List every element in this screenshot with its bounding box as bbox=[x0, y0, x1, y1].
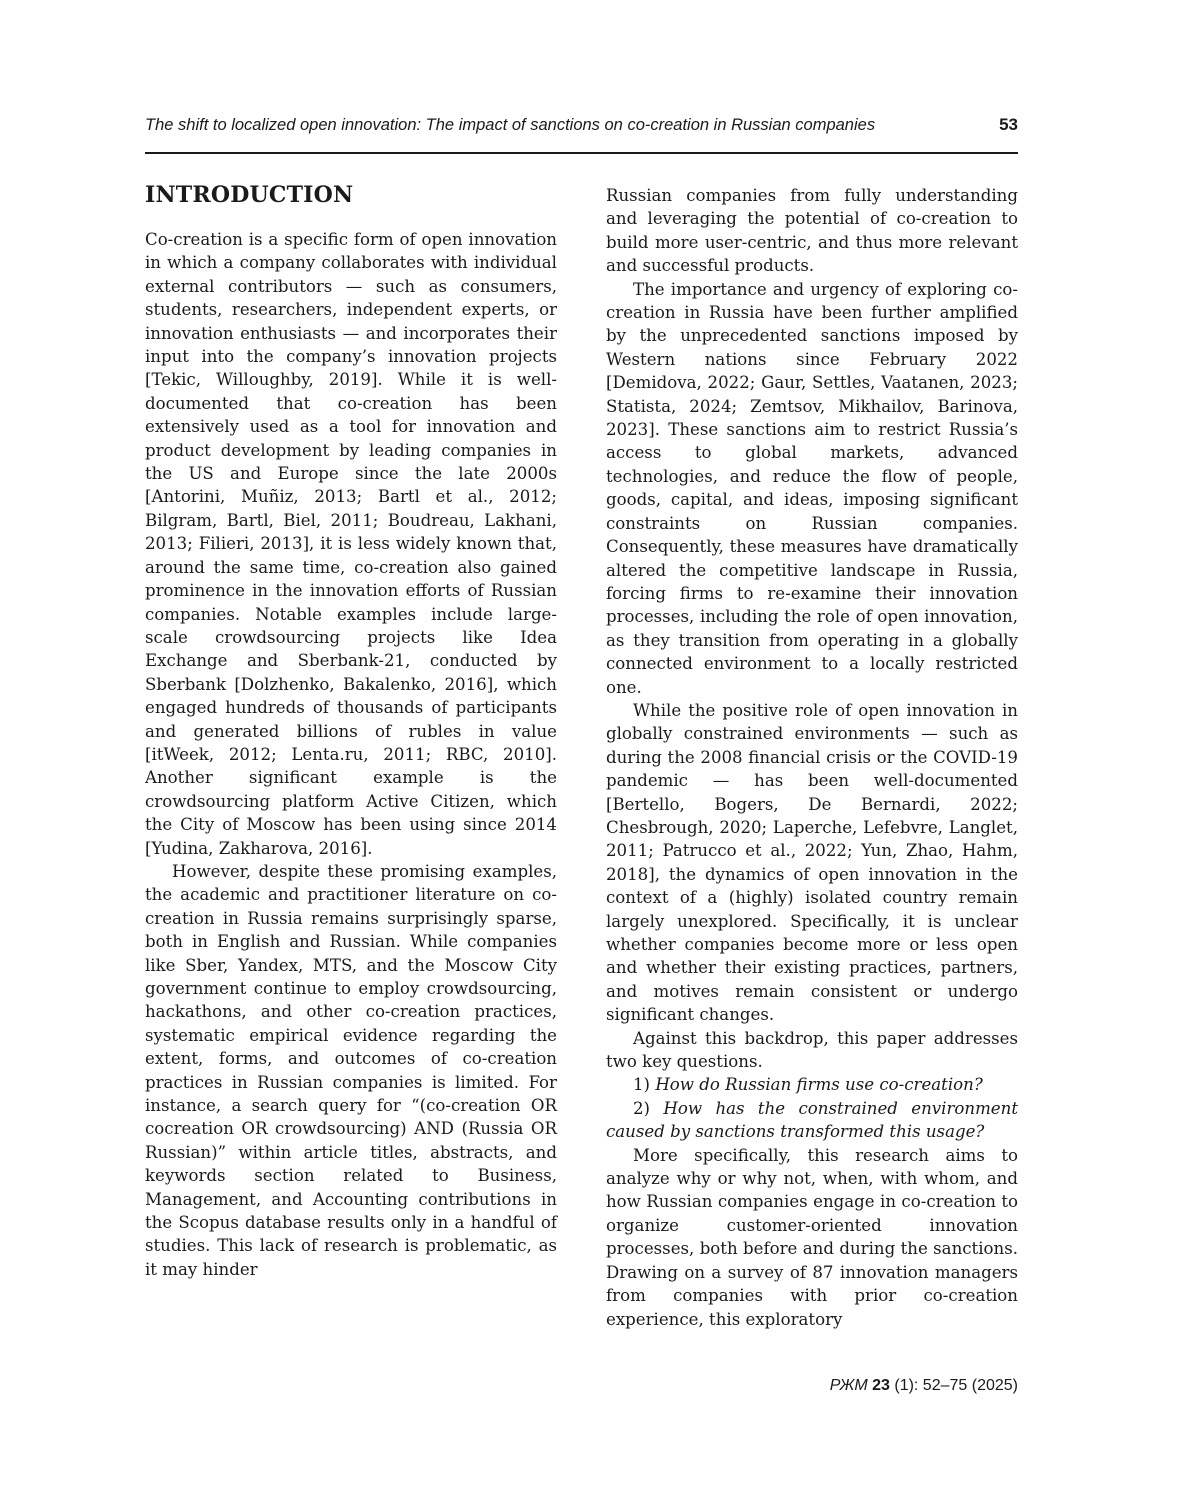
research-question-2 bbox=[606, 1097, 1018, 1144]
paragraph-intro-1: Co-creation is a specific form of open innovation in which a company collaborates with individual external contributors — such as consumers, students, researchers, independent experts, or innovation enthusiasts — and incorporates their input into the company’s innovation projects [Tekic, Willoughby, 2019]. While it is well-documented that co-creation has been extensively used as a tool for innovation and product development by leading companies in the US and Europe since the late 2000s [Antorini, Muñiz, 2013; Bartl et al., 2012; Bilgram, Bartl, Biel, 2011; Boudreau, Lakhani, 2013; Filieri, 2013], it is less widely known that, around the same time, co-creation also gained prominence in the innovation efforts of Russian companies. Notable examples include large-scale crowdsourcing projects like Idea Exchange and Sberbank-21, conducted by Sberbank [Dolzhenko, Bakalenko, 2016], which engaged hundreds of thousands of participants and generated billions of rubles in value [itWeek, 2012; Lenta.ru, 2011; RBC, 2010]. Another significant example is the crowdsourcing platform Active Citizen, which the City of Moscow has been using since 2014 [Yudina, Zakharova, 2016]. bbox=[145, 230, 557, 858]
paragraph-constrained-environments: While the positive role of open innovation in globally constrained environments — such as during the 2008 financial crisis or the COVID-19 pandemic — has been well-documented [Bertello, Bogers, De Bernardi, 2022; Chesbrough, 2020; Laperche, Lefebvre, Langlet, 2011; Patrucco et al., 2022; Yun, Zhao, Hahm, 2018], the dynamics of open innovation in the context of a (highly) isolated country remain largely unexplored. Specifically, it is unclear whether companies become more or less open and whether their existing practices, partners, and motives remain consistent or undergo significant changes. bbox=[606, 700, 1018, 1025]
section-heading: INTRODUCTION bbox=[145, 182, 354, 208]
running-title: The shift to localized open innovation: The impact of sanctions on co-creation in Russian companies bbox=[145, 116, 876, 134]
paragraph-research-aims: More specifically, this research aims to analyze why or why not, when, with whom, and how Russian companies engage in co-creation to organize customer-oriented innovation processes, both before and during the sanctions. Drawing on a survey of 87 innovation managers from companies with prior co-creation experience, this exploratory bbox=[606, 1145, 1018, 1329]
paragraph-intro-2: However, despite these promising examples, the academic and practitioner literature on co-creation in Russia remains surprisingly sparse, both in English and Russian. While companies like Sber, Yandex, MTS, and the Moscow City government continue to employ crowdsourcing, hackathons, and other co-creation practices, systematic empirical evidence regarding the extent, forms, and outcomes of co-creation practices in Russian companies is limited. For instance, a search query for “(co-creation OR cocreation OR crowdsourcing) AND (Russia OR Russian)” within article titles, abstracts, and keywords section related to Business, Management, and Accounting contributions in the Scopus database results only in a handful of studies. This lack of research is problematic, as it may hinder bbox=[145, 861, 557, 1279]
running-header bbox=[145, 113, 1018, 143]
page-footer bbox=[830, 1375, 1018, 1397]
paragraph-sanctions: The importance and urgency of exploring co-creation in Russia have been further amplified by the unprecedented sanctions imposed by Western nations since February 2022 [Demidova, 2022; Gaur, Settles, Vaatanen, 2023; Statista, 2024; Zemtsov, Mikhailov, Barinova, 2023]. These sanctions aim to restrict Russia’s access to global markets, advanced technologies, and reduce the flow of people, goods, capital, and ideas, imposing significant constraints on Russian companies. Consequently, these measures have dramatically altered the competitive landscape in Russia, forcing firms to re-examine their innovation processes, including the role of open innovation, as they transition from operating in a globally connected environment to a locally restricted one. bbox=[606, 279, 1018, 697]
page-number: 53 bbox=[999, 115, 1018, 134]
left-column bbox=[145, 180, 557, 1281]
journal-name: РЖМ bbox=[829, 1377, 868, 1394]
research-question-1 bbox=[606, 1073, 1018, 1096]
question-text: How do Russian firms use co-creation? bbox=[655, 1075, 983, 1095]
question-number: 1) bbox=[633, 1075, 651, 1095]
paragraph-continued: Russian companies from fully understanding and leveraging the potential of co-creation to build more user-centric, and thus more relevant and successful products. bbox=[606, 186, 1018, 276]
journal-volume: 23 bbox=[872, 1377, 890, 1394]
question-number: 2) bbox=[633, 1098, 651, 1118]
right-column bbox=[606, 184, 1018, 1331]
journal-issue-pages: (1): 52–75 (2025) bbox=[894, 1377, 1018, 1394]
header-rule bbox=[145, 152, 1018, 154]
paragraph-research-questions-intro: Against this backdrop, this paper addresses two key questions. bbox=[606, 1028, 1018, 1072]
question-text: How has the constrained environment caused by sanctions transformed this usage? bbox=[606, 1098, 1018, 1142]
